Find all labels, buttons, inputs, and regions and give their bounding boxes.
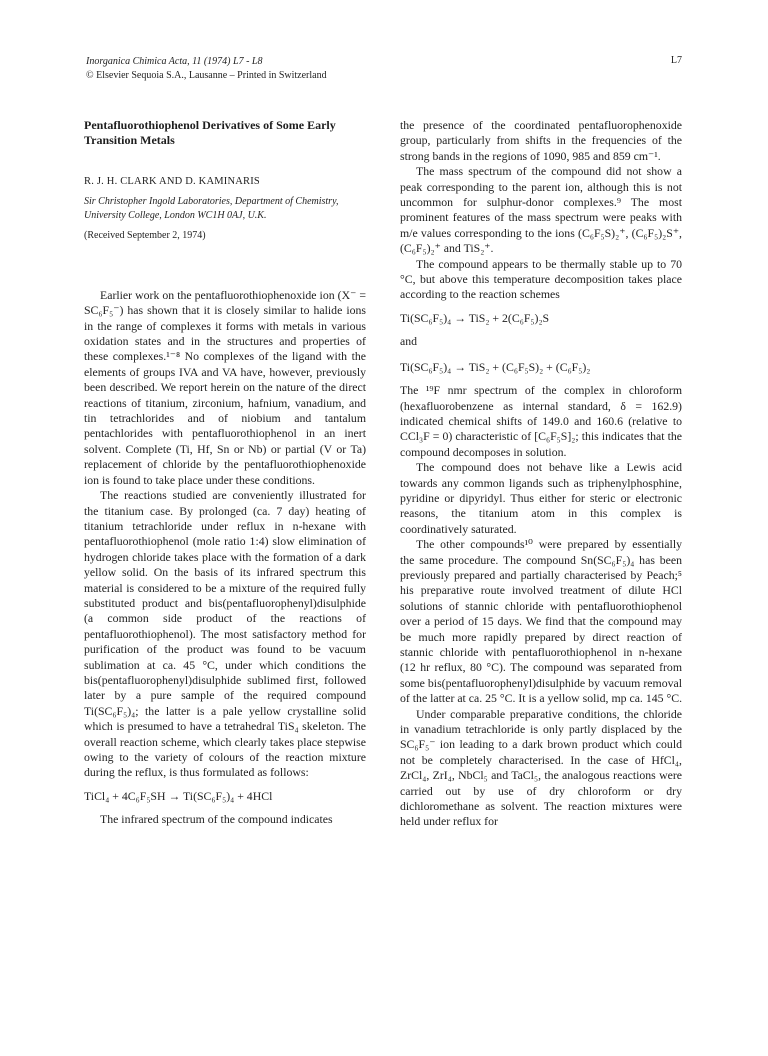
- paragraph: Earlier work on the pentafluorothiophenoxide ion (X⁻ = SC₆F₅⁻) has shown that it is closely similar to halide ions in the range of complexes it forms with metals in various oxidation states and in the structures and properties of these complexes.¹⁻⁸ No complexes of the ligand with the elements of groups IVA and VA have, however, previously been described. We report herein on the nature of the direct reactions of titanium, zirconium, hafnium, vanadium, and tin tetrachlorides and of niobium and tantalum pentachlorides with pentafluorothiophenol in an inert solvent. Complete (Ti, Hf, Sn or Nb) or partial (V or Ta) replacement of chloride by the pentafluorothiophenoxide ion is found to take place under these conditions.: [84, 287, 366, 487]
- conjunction-text: and: [400, 334, 418, 349]
- received-date: (Received September 2, 1974): [84, 230, 206, 242]
- author-line: R. J. H. CLARK AND D. KAMINARIS: [84, 176, 260, 187]
- equation: Ti(SC₆F₅)₄ → TiS₂ + 2(C₆F₅)₂S: [400, 310, 550, 325]
- equation: TiCl₄ + 4C₆F₅SH → Ti(SC₆F₅)₄ + 4HCl: [84, 788, 273, 803]
- affiliation: Sir Christopher Ingold Laboratories, Department of Chemistry, University College, London WC1H 0AJ, U.K.: [84, 196, 339, 221]
- article-title: Pentafluorothiophenol Derivatives of Some Early Transition Metals: [84, 118, 336, 147]
- right-column: [400, 118, 682, 830]
- paragraph: The reactions studied are conveniently illustrated for the titanium case. By prolonged (ca. 7 day) heating of titanium tetrachloride under reflux in n-hexane with pentafluorothiophenol (mole ratio 1:4) slow elimination of hydrogen chloride takes place with the formation of a dark yellow solid. On the basis of its infrared spectrum this material is considered to be a mixture of the required fully substituted product and bis(pentafluorophenyl)disulphide (a common side product of the reactions of pentafluorothiophenol). The most satisfactory method for purification of the product was found to be vacuum sublimation at ca. 45 °C, under which conditions the bis(pentafluorophenyl)disulphide sublimed first, followed later by a pure sample of the required compound Ti(SC₆F₅)₄; the latter is a pale yellow crystalline solid which is presumed to have a tetrahedral TiS₄ skeleton. The overall reaction scheme, which clearly takes place stepwise owing to the variety of colours of the reaction mixture during the reflux, is thus formulated as follows:: [84, 488, 366, 780]
- paragraph: The compound appears to be thermally stable up to 70 °C, but above this temperature decomposition takes place according to the reaction schemes: [400, 256, 682, 302]
- journal-header: [86, 55, 327, 83]
- left-column: [84, 118, 366, 828]
- equation: Ti(SC₆F₅)₄ → TiS₂ + (C₆F₅S)₂ + (C₆F₅)₂: [400, 359, 591, 374]
- paragraph: The mass spectrum of the compound did not show a peak corresponding to the parent ion, although this is not uncommon for sulphur-donor complexes.⁹ The most prominent features of the mass spectrum were peaks with m/e values corresponding to the ions (C₆F₅S)₂⁺, (C₆F₅)₂S⁺, (C₆F₅)₂⁺ and TiS₂⁺.: [400, 164, 682, 256]
- publisher-line: © Elsevier Sequoia S.A., Lausanne – Printed in Switzerland: [86, 70, 327, 81]
- paragraph: The compound does not behave like a Lewis acid towards any common ligands such as triphenylphosphine, pyridine or dipyridyl. Thus either for steric or electronic reasons, the titanium atom in this complex is coordinatively saturated.: [400, 460, 682, 536]
- paragraph: The other compounds¹⁰ were prepared by essentially the same procedure. The compound Sn(SC₆F₅)₄ has been previously prepared and partially characterised by Peach;⁵ his preparative route involved treatment of dilute HCl solutions of stannic chloride with pentafluorothiophenol over a period of 15 days. We find that the compound may be much more rapidly prepared by direct reaction of stannic chloride with pentafluorothiophenol in n-hexane (12 hr reflux, 80 °C). The compound was separated from some bis(pentafluorophenyl)disulphide by vacuum removal of the latter at ca. 25 °C. It is a yellow solid, mp ca. 145 °C.: [400, 537, 683, 706]
- paragraph: The infrared spectrum of the compound indicates: [100, 812, 333, 827]
- paragraph: Under comparable preparative conditions, the chloride in vanadium tetrachloride is only partly displaced by the SC₆F₅⁻ ion leading to a dark brown product which could not be completely characterised. In the case of HfCl₄, ZrCl₄, ZrI₄, NbCl₅ and TaCl₅, the analogous reactions were carried out by use of dry chloroform or dry dichloromethane as solvent. The reaction mixtures were held under reflux for: [400, 706, 682, 829]
- paragraph: the presence of the coordinated pentafluorophenoxide group, particularly from shifts in the frequencies of the strong bands in the regions of 1090, 985 and 859 cm⁻¹.: [400, 118, 682, 163]
- paragraph: The ¹⁹F nmr spectrum of the complex in chloroform (hexafluorobenzene as internal standard, δ = 162.9) indicated chemical shifts of 149.0 and 160.6 (relative to CCl₃F = 0) characteristic of [C₆F₅S]₂; this indicates that the compound decomposes in solution.: [400, 383, 682, 459]
- page-number: L7: [670, 55, 682, 66]
- journal-citation: Inorganica Chimica Acta, 11 (1974) L7 - L8: [86, 56, 263, 67]
